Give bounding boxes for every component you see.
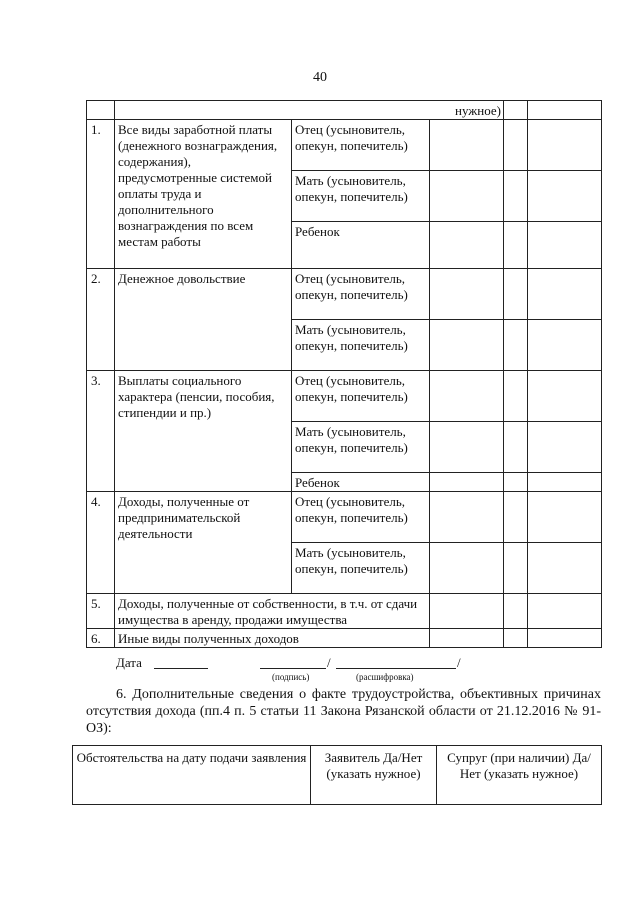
amount-cell[interactable]	[504, 222, 528, 269]
row-number: 3.	[87, 371, 115, 492]
amount-cell[interactable]	[528, 473, 602, 492]
family-member-cell: Отец (усыновитель, опекун, попечитель)	[292, 492, 430, 543]
amount-cell[interactable]	[504, 171, 528, 222]
table-header-row	[73, 746, 602, 805]
amount-cell[interactable]	[528, 371, 602, 422]
circumstances-header: Обстоятельства на дату подачи заявления	[73, 746, 311, 805]
section-6-text: 6. Дополнительные сведения о факте трудоустройства, объективных причинах отсутствия дохода (пп.4 п. 5 статьи 11 Закона Рязанской области от 21.12.2016 № 91-ОЗ):	[86, 687, 601, 736]
amount-cell[interactable]	[430, 422, 504, 473]
header-tail-cell: нужное)	[115, 101, 504, 120]
income-table	[86, 100, 602, 648]
family-member-cell: Отец (усыновитель, опекун, попечитель)	[292, 371, 430, 422]
table-row	[87, 269, 602, 320]
row-number: 5.	[87, 594, 115, 629]
family-member-cell: Мать (усыновитель, опекун, попечитель)	[292, 171, 430, 222]
amount-cell[interactable]	[430, 473, 504, 492]
income-type-cell: Все виды заработной платы (денежного вознаграждения, содержания), предусмотренные системой оплаты труда и дополнительного вознаграждения по всем местам работы	[115, 120, 292, 269]
row-number: 2.	[87, 269, 115, 371]
table-row	[87, 492, 602, 543]
amount-cell[interactable]	[528, 543, 602, 594]
page-number: 40	[313, 70, 327, 85]
amount-cell[interactable]	[430, 543, 504, 594]
amount-cell[interactable]	[430, 371, 504, 422]
table-row	[87, 594, 602, 629]
amount-cell[interactable]	[528, 594, 602, 629]
row-number: 6.	[87, 629, 115, 648]
amount-cell[interactable]	[504, 371, 528, 422]
income-type-cell: Доходы, полученные от собственности, в т.ч. от сдачи имущества в аренду, продажи имущества	[115, 594, 430, 629]
amount-cell[interactable]	[430, 171, 504, 222]
amount-cell[interactable]	[528, 492, 602, 543]
amount-cell[interactable]	[504, 629, 528, 648]
table-row	[87, 629, 602, 648]
amount-cell[interactable]	[528, 629, 602, 648]
amount-cell[interactable]	[430, 222, 504, 269]
amount-cell[interactable]	[430, 629, 504, 648]
date-field[interactable]	[154, 668, 208, 669]
signature-field[interactable]	[260, 668, 326, 669]
amount-cell[interactable]	[504, 120, 528, 171]
income-type-cell: Выплаты социального характера (пенсии, пособия, стипендии и пр.)	[115, 371, 292, 492]
amount-cell[interactable]	[504, 320, 528, 371]
amount-cell[interactable]	[528, 422, 602, 473]
name-decode-field[interactable]	[336, 668, 456, 669]
header-cell-empty	[504, 101, 528, 120]
employment-table	[72, 745, 602, 805]
date-label: Дата	[116, 655, 142, 670]
amount-cell[interactable]	[528, 120, 602, 171]
header-cell-empty	[87, 101, 115, 120]
amount-cell[interactable]	[430, 269, 504, 320]
slash-separator: /	[327, 655, 331, 670]
amount-cell[interactable]	[430, 492, 504, 543]
family-member-cell: Мать (усыновитель, опекун, попечитель)	[292, 422, 430, 473]
amount-cell[interactable]	[430, 120, 504, 171]
applicant-header: Заявитель Да/Нет (указать нужное)	[311, 746, 437, 805]
amount-cell[interactable]	[504, 492, 528, 543]
amount-cell[interactable]	[430, 594, 504, 629]
spouse-header: Супруг (при наличии) Да/Нет (указать нужное)	[437, 746, 602, 805]
row-number: 4.	[87, 492, 115, 594]
amount-cell[interactable]	[528, 222, 602, 269]
amount-cell[interactable]	[504, 594, 528, 629]
header-cell-empty	[528, 101, 602, 120]
table-row	[87, 371, 602, 422]
table-header-row	[87, 101, 602, 120]
amount-cell[interactable]	[504, 473, 528, 492]
row-number: 1.	[87, 120, 115, 269]
amount-cell[interactable]	[528, 171, 602, 222]
family-member-cell: Отец (усыновитель, опекун, попечитель)	[292, 269, 430, 320]
income-type-cell: Денежное довольствие	[115, 269, 292, 371]
family-member-cell: Мать (усыновитель, опекун, попечитель)	[292, 320, 430, 371]
table-row	[87, 120, 602, 171]
family-member-cell: Отец (усыновитель, опекун, попечитель)	[292, 120, 430, 171]
income-type-cell: Иные виды полученных доходов	[115, 629, 430, 648]
family-member-cell: Ребенок	[292, 222, 430, 269]
income-type-cell: Доходы, полученные от предпринимательской деятельности	[115, 492, 292, 594]
amount-cell[interactable]	[528, 269, 602, 320]
amount-cell[interactable]	[504, 422, 528, 473]
amount-cell[interactable]	[528, 320, 602, 371]
decode-caption: (расшифровка)	[356, 672, 414, 682]
amount-cell[interactable]	[504, 269, 528, 320]
family-member-cell: Мать (усыновитель, опекун, попечитель)	[292, 543, 430, 594]
signature-caption: (подпись)	[272, 672, 310, 682]
family-member-cell: Ребенок	[292, 473, 430, 492]
amount-cell[interactable]	[504, 543, 528, 594]
slash-separator: /	[457, 655, 461, 670]
amount-cell[interactable]	[430, 320, 504, 371]
